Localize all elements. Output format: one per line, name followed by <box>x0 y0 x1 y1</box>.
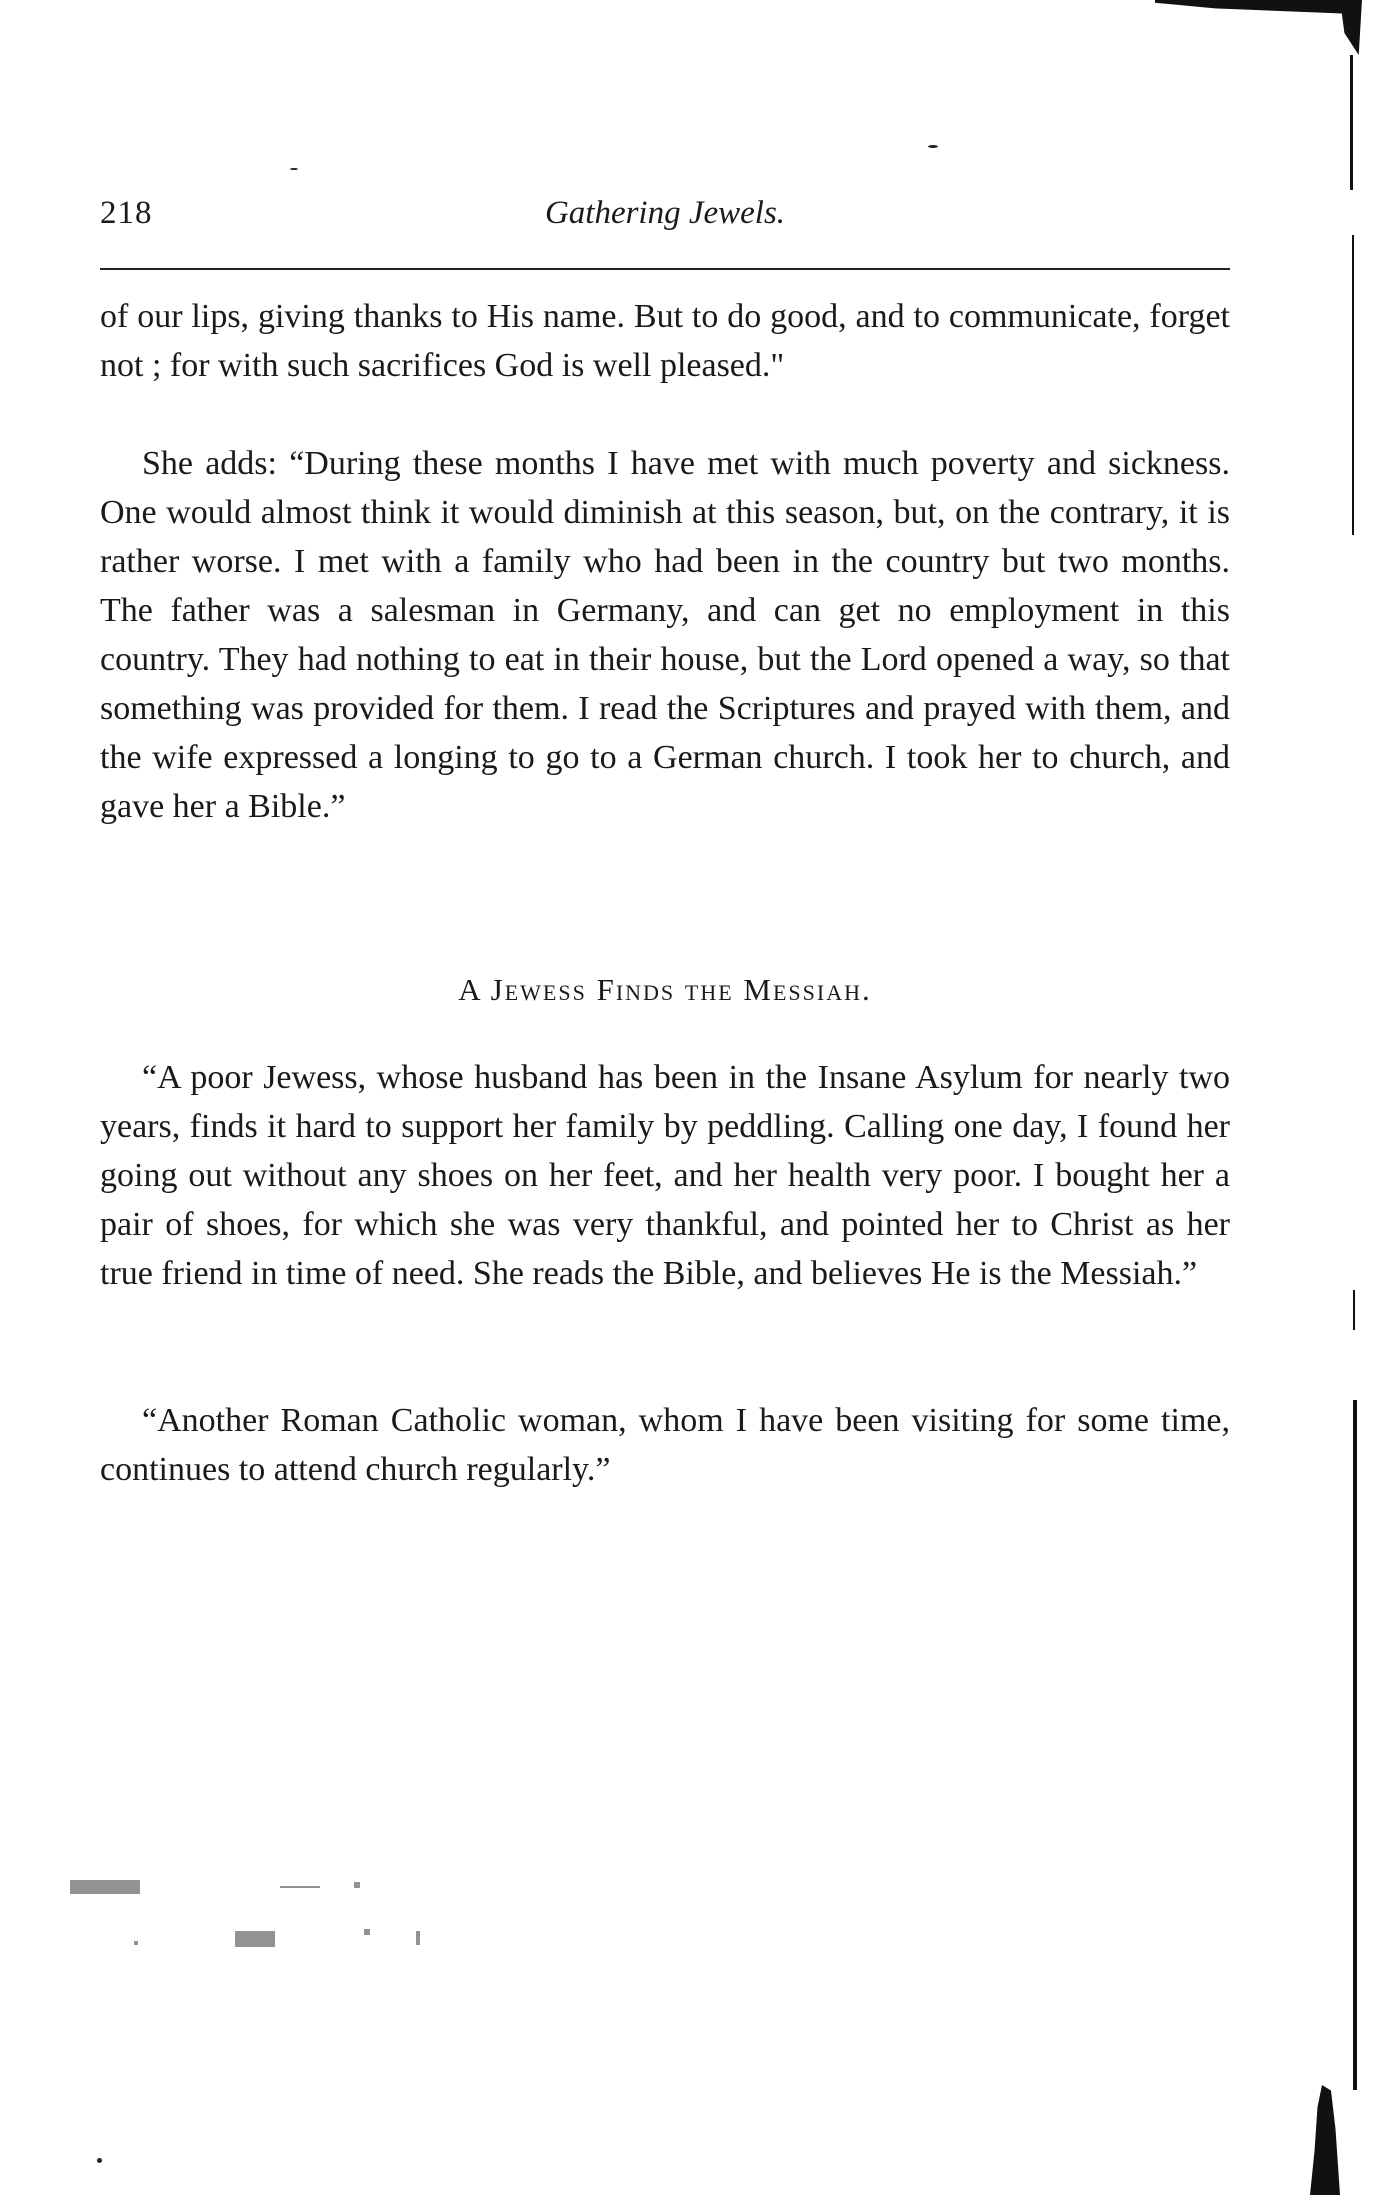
running-head: Gathering Jewels. <box>544 195 786 231</box>
paragraph: “A poor Jewess, whose husband has been in the Insane Asylum for nearly two years, finds it hard to support her family by peddling. Calling one day, I found her going out without any shoes on her feet, and her health very poor. I bought her a pair of shoes, for which she was very thankful, and pointed her to Christ as her true friend in time of need. She reads the Bible, and believes He is the Messiah.” <box>100 1059 1230 1292</box>
section-heading: A Jewess Finds the Messiah. <box>458 972 872 1007</box>
scan-speck <box>97 2158 102 2163</box>
show-through-mark <box>120 1925 420 1953</box>
paragraph: “Another Roman Catholic woman, whom I have been visiting for some time, continues to attend church regularly.” <box>100 1402 1230 1488</box>
scan-edge-shadow <box>1340 0 1362 55</box>
scan-edge-shadow <box>1155 0 1355 14</box>
scan-edge-line <box>1353 1290 1355 1330</box>
page-number: 218 <box>100 195 153 231</box>
scan-speck <box>928 145 938 148</box>
scan-edge-line <box>1350 55 1353 190</box>
scan-edge-line <box>1353 1400 1357 2090</box>
scan-edge-blob <box>1310 2085 1340 2195</box>
paragraph: She adds: “During these months I have met with much poverty and sickness. One would almost think it would diminish at this season, but, on the contrary, it is rather worse. I met with a family who had been in the country but two months. The father was a salesman in Germany, and can get no employment in this country. They had nothing to eat in their house, but the Lord opened a way, so that something was provided for them. I read the Scriptures and prayed with them, and the wife expressed a longing to go to a German church. I took her to church, and gave her a Bible.” <box>100 445 1230 825</box>
page-header <box>100 195 1230 245</box>
scan-edge-line <box>1352 235 1354 535</box>
header-rule <box>100 268 1230 270</box>
scan-speck <box>290 168 298 170</box>
show-through-mark <box>60 1872 360 1900</box>
paragraph: of our lips, giving thanks to His name. But to do good, and to communicate, forget not ; for with such sacrifices God is well pleased." <box>100 298 1230 384</box>
